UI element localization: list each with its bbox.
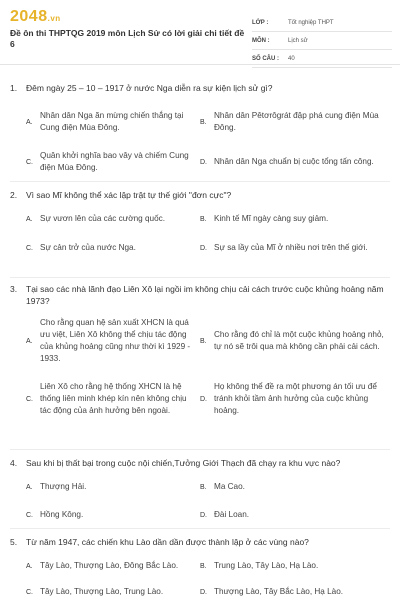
page-header: [0, 0, 400, 65]
option-text: Cho rằng đó chỉ là một cuộc khủng hoảng nhỏ, tự nó sẽ trôi qua mà không cần phải cải cách.: [214, 330, 384, 351]
option-letter: A.: [26, 215, 33, 223]
option-text: Đài Loan.: [214, 510, 250, 519]
option-letter: A.: [26, 337, 33, 345]
question-5: [10, 529, 390, 605]
option-c[interactable]: [10, 373, 200, 425]
site-logo[interactable]: [10, 8, 61, 26]
option-b[interactable]: [200, 315, 390, 367]
option-d[interactable]: [200, 373, 390, 425]
option-b[interactable]: [200, 480, 390, 494]
option-letter: A.: [26, 483, 33, 491]
option-letter: C.: [26, 395, 33, 403]
question-stem: [10, 182, 390, 201]
exam-title: Đề ôn thi THPTQG 2019 môn Lịch Sử có lời giải chi tiết đề 6: [10, 28, 245, 49]
option-letter: C.: [26, 588, 33, 596]
option-a[interactable]: [10, 480, 200, 494]
question-list: [0, 65, 400, 605]
option-text: Hồng Kông.: [40, 510, 84, 519]
option-text: Cho rằng quan hệ sản xuất XHCN là quá ưu việt, Liên Xô không thể chịu tác động của khủng hoảng cũng như thời kì 1929 - 1933.: [40, 318, 191, 363]
option-letter: D.: [200, 511, 207, 519]
question-text: Tại sao các nhà lãnh đạo Liên Xô lại ngồi im không chịu cải cách trước cuộc khủng hoảng năm 1973?: [26, 284, 384, 306]
meta-value: Lịch sử: [288, 37, 308, 44]
question-text: Từ năm 1947, các chiến khu Lào dần dần được thành lập ở các vùng nào?: [26, 537, 309, 547]
option-text: Nhân dân Pêtơrôgrát đập phá cung điện Mùa Đông.: [214, 111, 379, 132]
question-number: 3.: [10, 284, 18, 294]
option-d[interactable]: [200, 585, 390, 599]
question-number: 1.: [10, 83, 18, 93]
question-stem: [10, 65, 390, 94]
question-number: 4.: [10, 458, 18, 468]
option-text: Sự vươn lên của các cường quốc.: [40, 214, 166, 223]
option-letter: B.: [200, 337, 207, 345]
option-text: Nhân dân Nga ăn mừng chiến thắng tại Cung điện Mùa Đông.: [40, 111, 184, 132]
option-letter: D.: [200, 395, 207, 403]
option-letter: B.: [200, 215, 207, 223]
option-d[interactable]: [200, 235, 390, 261]
question-stem: [10, 278, 390, 307]
option-text: Liên Xô cho rằng hệ thống XHCN là hệ thống liên minh khép kín nên không chịu tác động của ảnh hưởng bên ngoài.: [40, 382, 187, 415]
meta-row-class: [252, 14, 392, 32]
meta-label: MÔN :: [252, 37, 270, 44]
exam-meta: [252, 14, 392, 68]
meta-row-subject: [252, 32, 392, 50]
option-a[interactable]: [10, 212, 200, 226]
option-letter: D.: [200, 588, 207, 596]
question-3: [10, 278, 390, 450]
question-number: 2.: [10, 190, 18, 200]
option-c[interactable]: [10, 235, 200, 261]
option-c[interactable]: [10, 585, 200, 599]
meta-label: SỐ CÂU :: [252, 55, 279, 62]
meta-value: 40: [288, 55, 295, 62]
option-a[interactable]: [10, 315, 200, 367]
question-number: 5.: [10, 537, 18, 547]
option-text: Họ không thể đề ra một phương án tối ưu để tránh khỏi tầm ảnh hưởng của cuộc khủng hoảng.: [214, 382, 377, 415]
option-text: Nhân dân Nga chuẩn bị cuộc tổng tấn công.: [214, 157, 374, 166]
question-text: Đêm ngày 25 – 10 – 1917 ở nước Nga diễn ra sự kiện lịch sử gì?: [26, 83, 273, 93]
question-stem: [10, 529, 390, 548]
option-letter: D.: [200, 244, 207, 252]
option-d[interactable]: [200, 149, 390, 175]
option-text: Tây Lào, Thượng Lào, Trung Lào.: [40, 587, 164, 596]
option-letter: C.: [26, 244, 33, 252]
option-letter: B.: [200, 118, 207, 126]
option-text: Tây Lào, Thượng Lào, Đông Bắc Lào.: [40, 561, 179, 570]
option-text: Ma Cao.: [214, 482, 245, 491]
option-letter: C.: [26, 511, 33, 519]
question-1: [10, 65, 390, 182]
option-a[interactable]: [10, 559, 200, 573]
option-c[interactable]: [10, 508, 200, 522]
option-d[interactable]: [200, 508, 390, 522]
option-text: Sự cản trở của nước Nga.: [40, 243, 136, 252]
question-stem: [10, 450, 390, 469]
option-letter: D.: [200, 158, 207, 166]
question-4: [10, 450, 390, 529]
option-text: Thượng Hải.: [40, 482, 87, 491]
question-text: Sau khi bị thất bại trong cuộc nội chiến,Tưởng Giới Thạch đã chạy ra khu vực nào?: [26, 458, 341, 468]
option-b[interactable]: [200, 559, 390, 573]
option-letter: A.: [26, 118, 33, 126]
option-text: Thượng Lào, Tây Bắc Lào, Hạ Lào.: [214, 587, 344, 596]
option-letter: A.: [26, 562, 33, 570]
option-letter: C.: [26, 158, 33, 166]
option-letter: B.: [200, 483, 207, 491]
meta-label: LỚP :: [252, 19, 269, 26]
option-b[interactable]: [200, 212, 390, 226]
question-2: [10, 182, 390, 278]
option-text: Trung Lào, Tây Lào, Hạ Lào.: [214, 561, 319, 570]
question-text: Vì sao Mĩ không thể xác lập trật tự thế giới "đơn cực"?: [26, 190, 232, 200]
meta-row-count: [252, 50, 392, 68]
option-c[interactable]: [10, 149, 200, 175]
meta-value: Tốt nghiệp THPT: [288, 19, 334, 26]
option-letter: B.: [200, 562, 207, 570]
option-text: Kinh tế Mĩ ngày càng suy giảm.: [214, 214, 329, 223]
option-text: Quân khởi nghĩa bao vây và chiếm Cung điện Mùa Đông.: [40, 151, 189, 172]
logo-number: 2048: [10, 8, 48, 25]
option-b[interactable]: [200, 109, 390, 135]
option-text: Sự sa lầy của Mĩ ở nhiều nơi trên thế giới.: [214, 243, 368, 252]
logo-suffix: .vn: [47, 14, 61, 23]
option-a[interactable]: [10, 109, 200, 135]
